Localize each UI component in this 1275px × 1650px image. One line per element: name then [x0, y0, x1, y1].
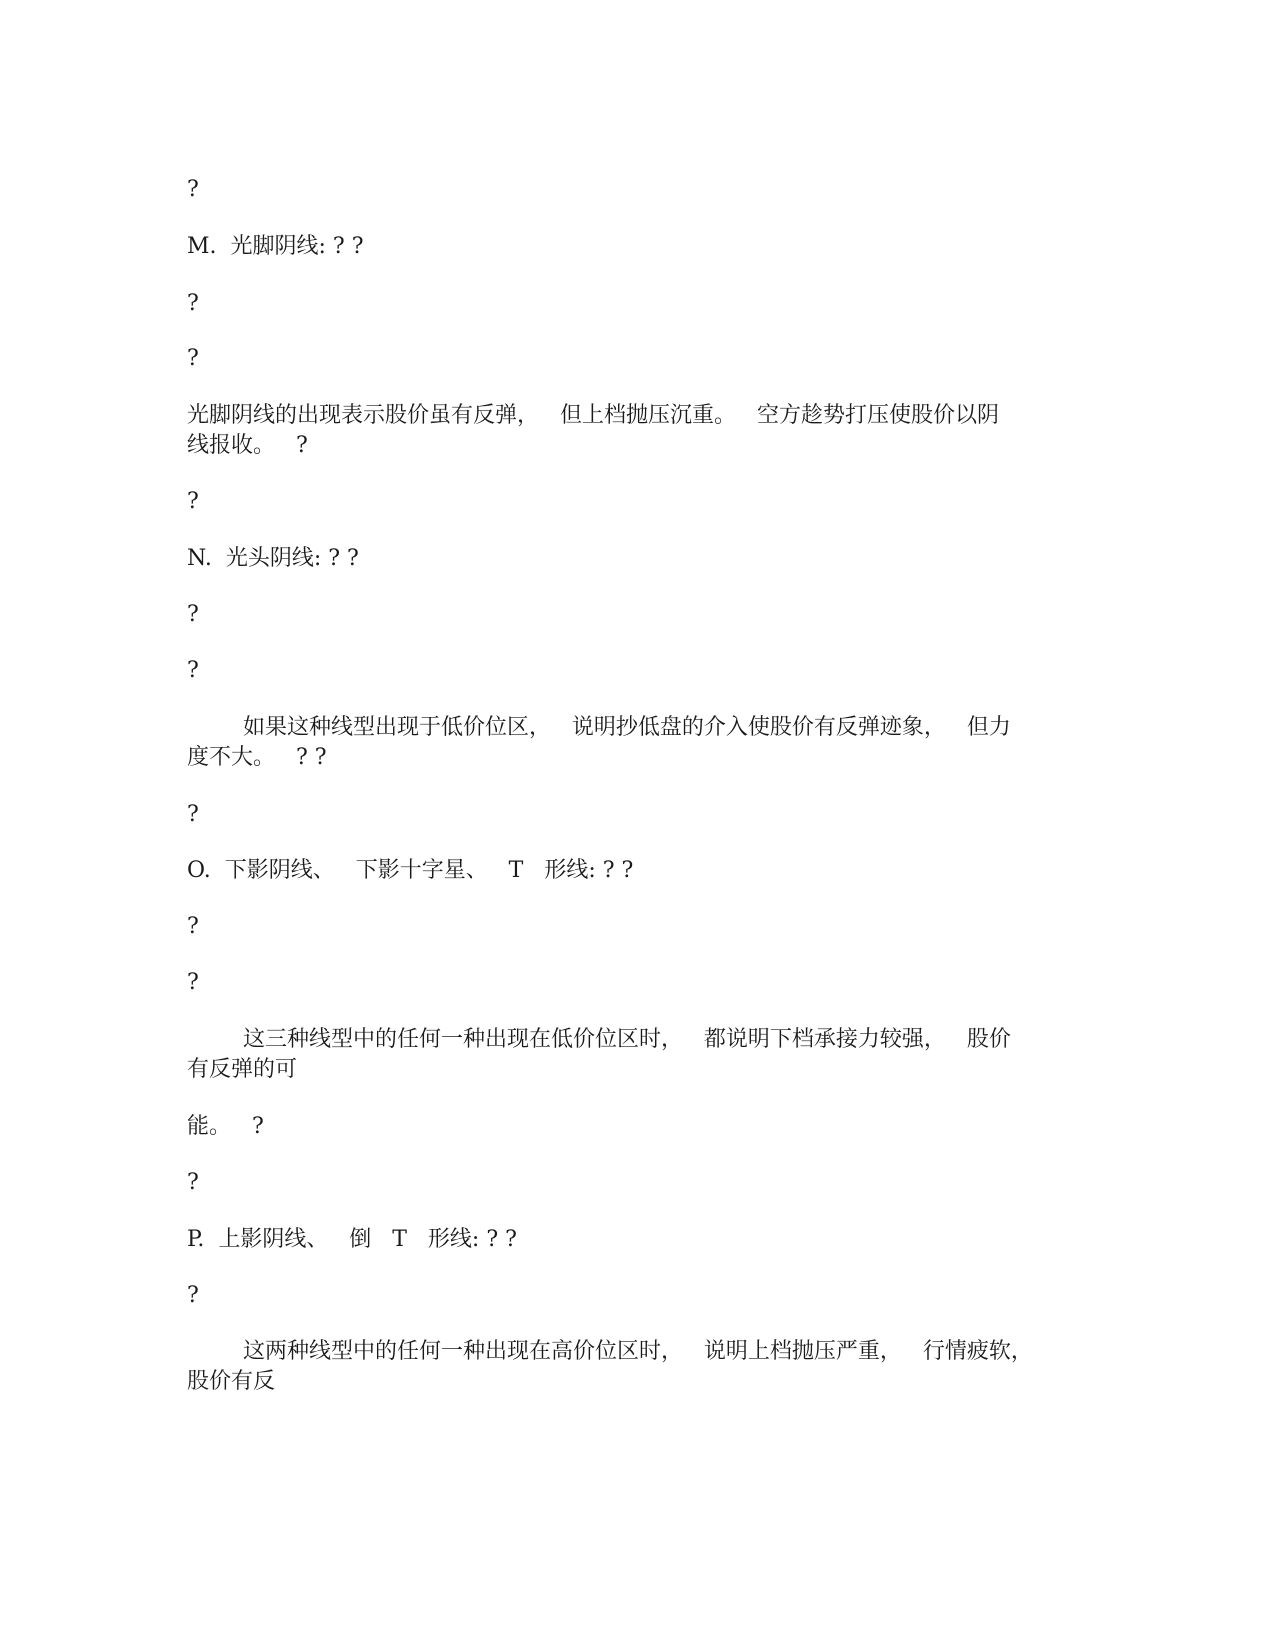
- paragraph-line: 光脚阴线的出现表示股价虽有反弹， 但上档抛压沉重。 空方趁势打压使股价以阴: [187, 403, 999, 428]
- section-heading-n: N. 光头阴线: ? ?: [187, 546, 359, 571]
- section-heading-o: O. 下影阴线、 下影十字星、 T 形线: ? ?: [187, 858, 634, 883]
- paragraph-line: 线报收。 ?: [187, 433, 308, 458]
- text-line: ?: [187, 489, 199, 514]
- paragraph-line: 能。 ?: [187, 1114, 264, 1139]
- paragraph-line: 这两种线型中的任何一种出现在高价位区时， 说明上档抛压严重， 行情疲软，: [187, 1339, 1033, 1364]
- text-line: ?: [187, 970, 199, 995]
- paragraph-line: 有反弹的可: [187, 1057, 298, 1082]
- text-line: ?: [187, 658, 199, 683]
- text-line: ?: [187, 1170, 199, 1195]
- text-line: ?: [187, 802, 199, 827]
- paragraph-line: 度不大。 ? ?: [187, 745, 327, 770]
- paragraph-line: 如果这种线型出现于低价位区， 说明抄低盘的介入使股价有反弹迹象， 但力: [187, 715, 1011, 740]
- section-heading-p: P. 上影阴线、 倒 T 形线: ? ?: [187, 1227, 517, 1252]
- text-line: ?: [187, 177, 199, 202]
- text-line: ?: [187, 291, 199, 316]
- text-line: ?: [187, 914, 199, 939]
- paragraph-line: 这三种线型中的任何一种出现在低价位区时， 都说明下档承接力较强， 股价: [187, 1027, 1011, 1052]
- text-line: ?: [187, 346, 199, 371]
- section-heading-m: M. 光脚阴线: ? ?: [187, 234, 364, 259]
- text-line: ?: [187, 602, 199, 627]
- text-line: ?: [187, 1283, 199, 1308]
- paragraph-line: 股价有反: [187, 1369, 276, 1394]
